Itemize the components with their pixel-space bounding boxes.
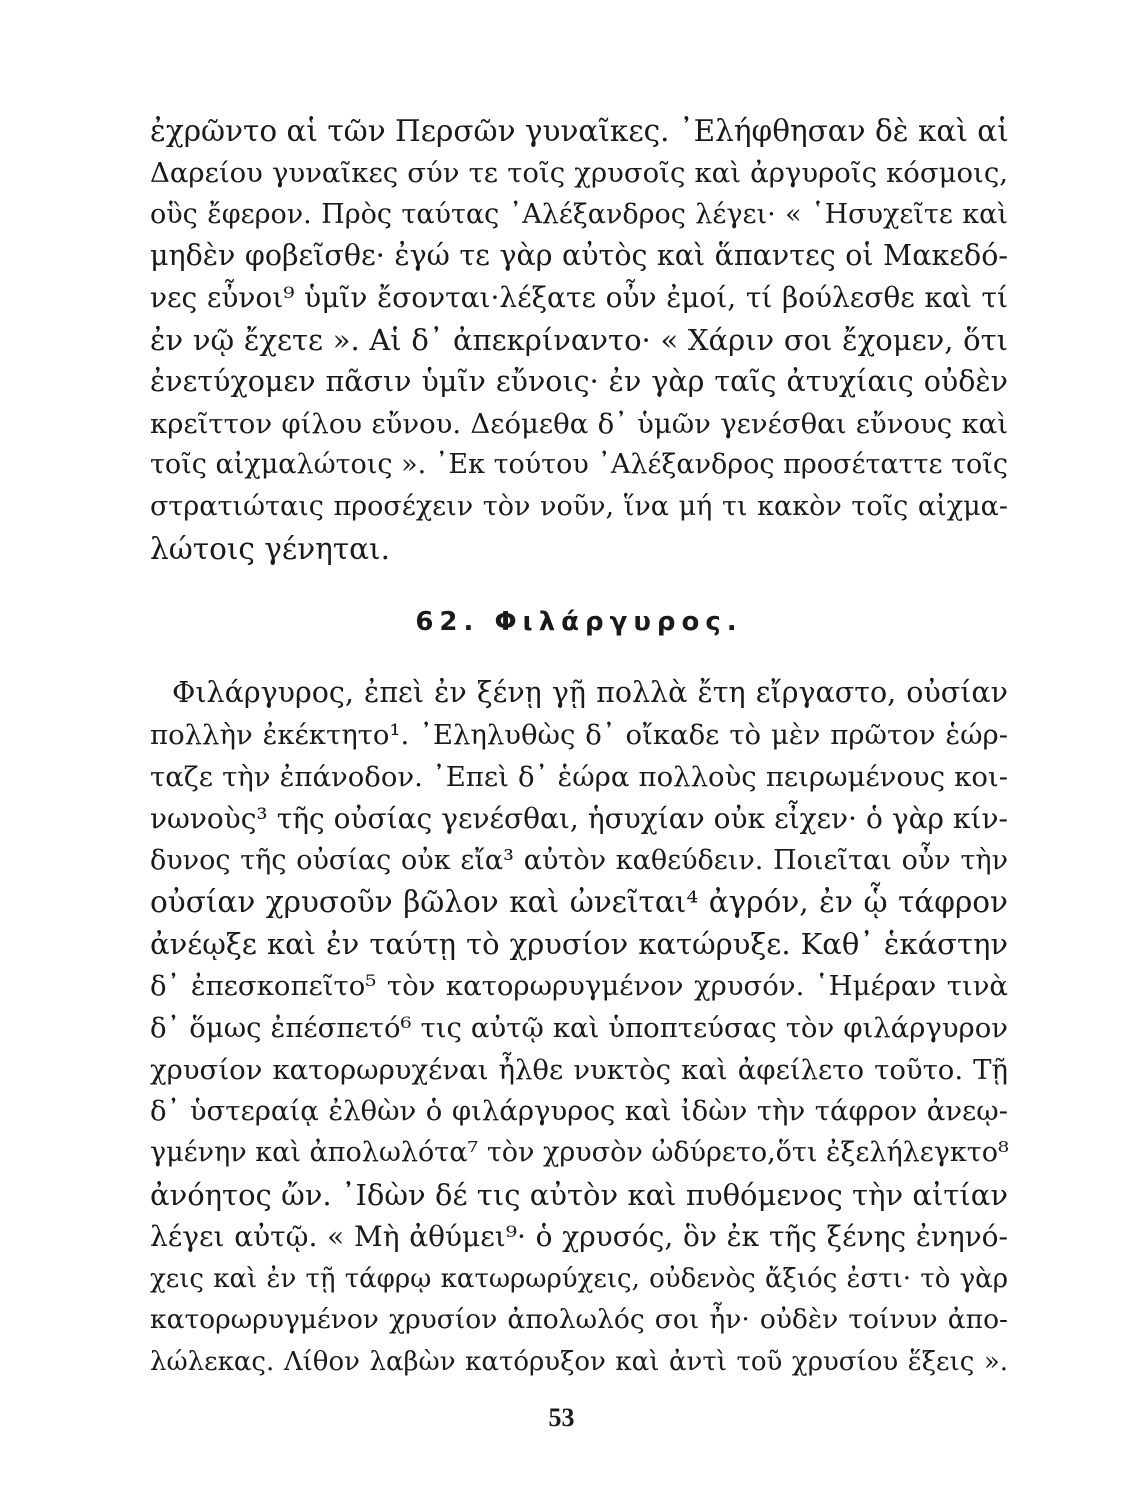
text-line: χρυσίον κατορωρυχέναι ἦλθε νυκτὸς καὶ ἀφείλετο τοῦτο. Τῇ (150, 1054, 1008, 1086)
text-line: οὓς ἔφερον. Πρὸς ταύτας ᾿Αλέξανδρος λέγει· « ῾Ησυχεῖτε καὶ (150, 199, 1008, 230)
text-line: μηδὲν φοβεῖσθε· ἐγώ τε γὰρ αὐτὸς καὶ ἅπαντες οἱ Μακεδό- (150, 239, 1008, 272)
text-line: κατορωρυγμένον χρυσίον ἀπολωλός σοι ἦν· οὐδὲν τοίνυν ἀπο- (150, 1304, 1008, 1335)
text-line: λέγει αὐτῷ. « Μὴ ἀθύμει⁹· ὁ χρυσός, ὃν ἐκ τῆς ξένης ἐνηνό- (150, 1220, 1008, 1253)
section-heading: 62. Φιλάργυρος. (415, 607, 743, 637)
text-line: λώλεκας. Λίθον λαβὼν κατόρυξον καὶ ἀντὶ τοῦ χρυσίου ἕξεις ». (150, 1347, 1008, 1377)
text-line: δ᾿ ὑστεραίᾳ ἐλθὼν ὁ φιλάργυρος καὶ ἰδὼν τὴν τάφρον ἀνεῳ- (150, 1095, 1008, 1127)
page-number: 53 (548, 1403, 575, 1432)
text-line: κρεῖττον φίλου εὔνου. Δεόμεθα δ᾿ ὑμῶν γενέσθαι εὔνους καὶ (150, 408, 1008, 440)
text-line: ἀνέῳξε καὶ ἐν ταύτῃ τὸ χρυσίον κατώρυξε. Καθ᾿ ἑκάστην (150, 927, 1008, 961)
text-line: ἀνόητος ὤν. ᾿Ιδὼν δέ τις αὐτὸν καὶ πυθόμενος τὴν αἰτίαν (150, 1178, 1008, 1212)
text-line: οὐσίαν χρυσοῦν βῶλον καὶ ὠνεῖται⁴ ἀγρόν, ἐν ᾧ τάφρον (150, 885, 1008, 919)
text-line: πολλὴν ἐκέκτητο¹. ᾿Εληλυθὼς δ᾿ οἴκαδε τὸ μὲν πρῶτον ἑώρ- (150, 719, 1008, 751)
text-line: στρατιώταις προσέχειν τὸν νοῦν, ἵνα μή τι κακὸν τοῖς αἰχμα- (150, 491, 1008, 522)
text-line: λώτοις γένηται. (150, 532, 391, 566)
text-line: ἐνετύχομεν πᾶσιν ὑμῖν εὔνοις· ἐν γὰρ ταῖς ἀτυχίαις οὐδὲν (150, 365, 1008, 398)
text-line: ταζε τὴν ἐπάνοδον. ᾿Επεὶ δ᾿ ἑώρα πολλοὺς πειρωμένους κοι- (150, 761, 1008, 793)
text-line: νες εὖνοι⁹ ὑμῖν ἔσονται·λέξατε οὖν ἐμοί, τί βούλεσθε καὶ τί (150, 281, 1008, 314)
text-line: δ᾿ ὅμως ἐπέσπετό⁶ τις αὐτῷ καὶ ὑποπτεύσας τὸν φιλάργυρον (150, 1012, 1008, 1044)
text-line: νωνοὺς³ τῆς οὐσίας γενέσθαι, ἡσυχίαν οὐκ εἶχεν· ὁ γὰρ κίν- (150, 802, 1008, 835)
text-line: ἐν νῷ ἔχετε ». Αἱ δ᾿ ἀπεκρίναντο· « Χάριν σοι ἔχομεν, ὅτι (150, 323, 1008, 357)
text-line: χεις καὶ ἐν τῇ τάφρῳ κατωρωρύχεις, οὐδενὸς ἄξιός ἐστι· τὸ γὰρ (150, 1264, 1008, 1294)
text-line: Φιλάργυρος, ἐπεὶ ἐν ξένῃ γῇ πολλὰ ἔτη εἴργαστο, οὐσίαν (172, 676, 1008, 709)
text-line: Δαρείου γυναῖκες σύν τε τοῖς χρυσοῖς καὶ ἀργυροῖς κόσμοις, (150, 157, 1008, 189)
text-line: γμένην καὶ ἀπολωλότα⁷ τὸν χρυσὸν ὠδύρετο,ὅτι ἐξελήλεγκτο⁸ (150, 1137, 1009, 1168)
text-line: τοῖς αἰχμαλώτοις ». ᾿Εκ τούτου ᾿Αλέξανδρος προσέταττε τοῖς (150, 449, 1008, 480)
text-line: δ᾿ ἐπεσκοπεῖτο⁵ τὸν κατορωρυγμένον χρυσόν. ῾Ημέραν τινὰ (150, 970, 1008, 1002)
text-line: ἐχρῶντο αἱ τῶν Περσῶν γυναῖκες. ᾿Ελήφθησαν δὲ καὶ αἱ (150, 114, 1009, 148)
text-line: δυνος τῆς οὐσίας οὐκ εἴα³ αὐτὸν καθεύδειν. Ποιεῖται οὖν τὴν (150, 845, 1008, 876)
